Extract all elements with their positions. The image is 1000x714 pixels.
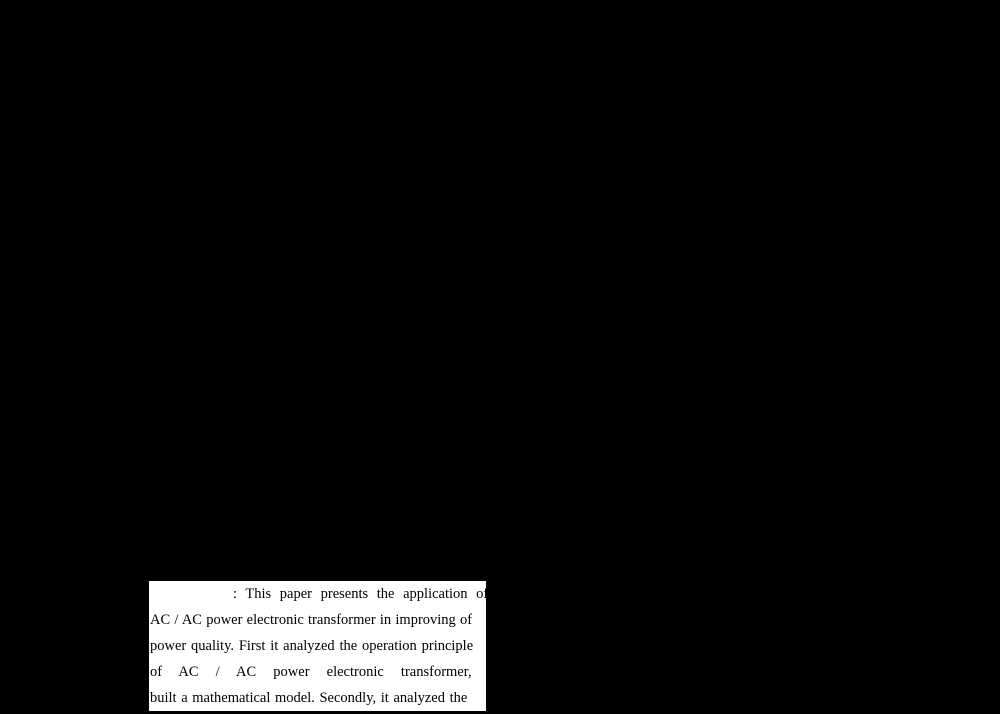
abstract-line: power quality. First it analyzed the operation principle [149, 633, 486, 659]
abstract-line: built a mathematical model. Secondly, it analyzed the [149, 685, 486, 711]
abstract-line: of AC / AC power electronic transformer, [149, 659, 486, 685]
abstract-text-block [149, 581, 489, 711]
abstract-line: : This paper presents the application of [149, 581, 486, 607]
abstract-line: AC / AC power electronic transformer in improving of [149, 607, 486, 633]
